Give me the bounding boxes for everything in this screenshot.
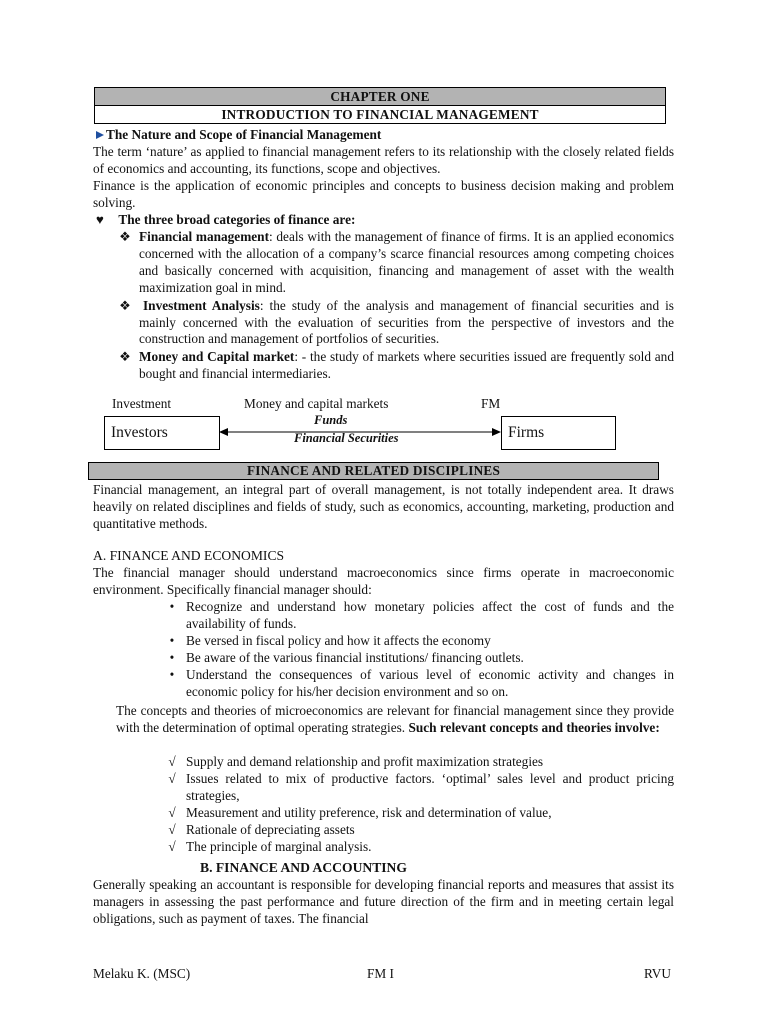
check-text: Rationale of depreciating assets <box>186 821 355 837</box>
check-text: Measurement and utility preference, risk and determination of value, <box>186 804 552 820</box>
arrow-label-funds: Funds <box>314 413 348 427</box>
category-term: Investment Analysis <box>143 297 260 313</box>
nature-heading <box>93 127 674 144</box>
category-text: : the study of the analysis and management of financial securities and is mainly concerned with the evaluation of securities from the perspective of investors and the construction and management of portfolios of securities. <box>139 297 674 347</box>
categories-heading <box>93 212 674 229</box>
acct-heading: B. FINANCE AND ACCOUNTING <box>200 860 407 875</box>
econ-paragraph-2 <box>116 703 674 737</box>
footer-course: FM I <box>367 966 394 981</box>
footer-author: Melaku K. (MSC) <box>93 966 191 981</box>
diagram-label-investment: Investment <box>112 396 172 411</box>
check-icon: √ <box>168 821 176 837</box>
check-text: Supply and demand relationship and profit maximization strategies <box>186 754 544 769</box>
list-item <box>169 666 674 701</box>
list-item <box>119 229 675 297</box>
econ-paragraph-2-bold: Such relevant concepts and theories involve: <box>408 719 660 735</box>
list-item <box>119 349 674 383</box>
heart-icon: ♥ <box>96 212 104 227</box>
category-term: Financial management <box>139 229 270 244</box>
list-item <box>169 599 674 633</box>
disc-icon: • <box>169 666 175 682</box>
list-item <box>168 838 674 856</box>
related-heading: FINANCE AND RELATED DISCIPLINES <box>88 462 659 480</box>
list-item <box>168 770 674 805</box>
disc-icon: • <box>169 599 175 614</box>
diagram-label-fm: FM <box>481 396 501 411</box>
nature-paragraph-1: The term ‘nature’ as applied to financial management refers to its relationship with the closely related fields of economics and accounting, its functions, scope and objectives. <box>93 144 674 176</box>
bullet-text: Recognize and understand how monetary policies affect the cost of funds and the availability of funds. <box>186 599 674 631</box>
footer-institution: RVU <box>644 966 672 981</box>
category-text: : - the study of markets where securities issued are frequently sold and bought and financial intermediaries. <box>139 349 674 382</box>
category-text: : deals with the management of finance of firms. It is an applied economics concerned with the allocation of a company’s scarce financial resources among competing choices and basically concerned with acquisition, financing and management of asset with the wealth maximization goal in mind. <box>139 229 675 295</box>
list-item <box>168 804 674 822</box>
disc-icon: • <box>169 649 175 665</box>
econ-heading: A. FINANCE AND ECONOMICS <box>93 548 285 563</box>
check-icon: √ <box>168 754 176 769</box>
diagram-label-markets: Money and capital markets <box>244 396 389 411</box>
categories-heading-text: The three broad categories of finance are: <box>118 212 356 227</box>
firms-box: Firms <box>501 416 616 450</box>
acct-paragraph: Generally speaking an accountant is responsible for developing financial reports and measures that assist its managers in assessing the past performance and future direction of the firm and in meeting certain legal obligations, such as payment of taxes. The financial <box>93 877 674 926</box>
econ-paragraph-2-text: The concepts and theories of microeconomics are relevant for financial management since they provide with the determination of optimal operating strategies. <box>116 703 674 735</box>
diamond-icon: ❖ <box>119 229 131 244</box>
diamond-icon: ❖ <box>119 297 131 313</box>
nature-heading-text: The Nature and Scope of Financial Management <box>106 127 382 142</box>
econ-bullets <box>169 599 674 700</box>
diamond-icon: ❖ <box>119 349 131 365</box>
check-icon: √ <box>168 804 176 820</box>
check-icon: √ <box>168 770 176 786</box>
chapter-label: CHAPTER ONE <box>94 87 666 106</box>
bullet-text: Be versed in fiscal policy and how it affects the economy <box>186 632 491 648</box>
list-item <box>169 632 674 650</box>
list-item <box>168 754 674 771</box>
check-text: Issues related to mix of productive factors. ‘optimal’ sales level and product pricing strategies, <box>186 770 674 803</box>
blue-triangle-icon <box>96 131 104 139</box>
related-paragraph: Financial management, an integral part of overall management, is not totally independent area. It draws heavily on related disciplines and fields of study, such as economics, accounting, marketing, production and quantitative methods. <box>93 482 674 531</box>
category-term: Money and Capital market <box>139 349 295 365</box>
arrow-label-securities: Financial Securities <box>294 431 399 445</box>
check-icon: √ <box>168 838 176 854</box>
categories-list <box>119 229 675 383</box>
econ-checks <box>168 754 674 855</box>
list-item <box>119 297 674 349</box>
check-text: The principle of marginal analysis. <box>186 838 372 854</box>
bullet-text: Understand the consequences of various level of economic activity and changes in economic policy for his/her decision environment and so on. <box>186 666 674 699</box>
econ-paragraph-1: The financial manager should understand macroeconomics since firms operate in macroeconomic environment. Specifically financial manager should: <box>93 565 674 597</box>
chapter-title: INTRODUCTION TO FINANCIAL MANAGEMENT <box>94 105 666 124</box>
nature-paragraph-2: Finance is the application of economic principles and concepts to business decision making and problem solving. <box>93 178 674 210</box>
bullet-text: Be aware of the various financial institutions/ financing outlets. <box>186 649 524 665</box>
disc-icon: • <box>169 632 175 648</box>
investors-box: Investors <box>104 416 220 450</box>
list-item <box>168 821 674 839</box>
list-item <box>169 649 674 667</box>
